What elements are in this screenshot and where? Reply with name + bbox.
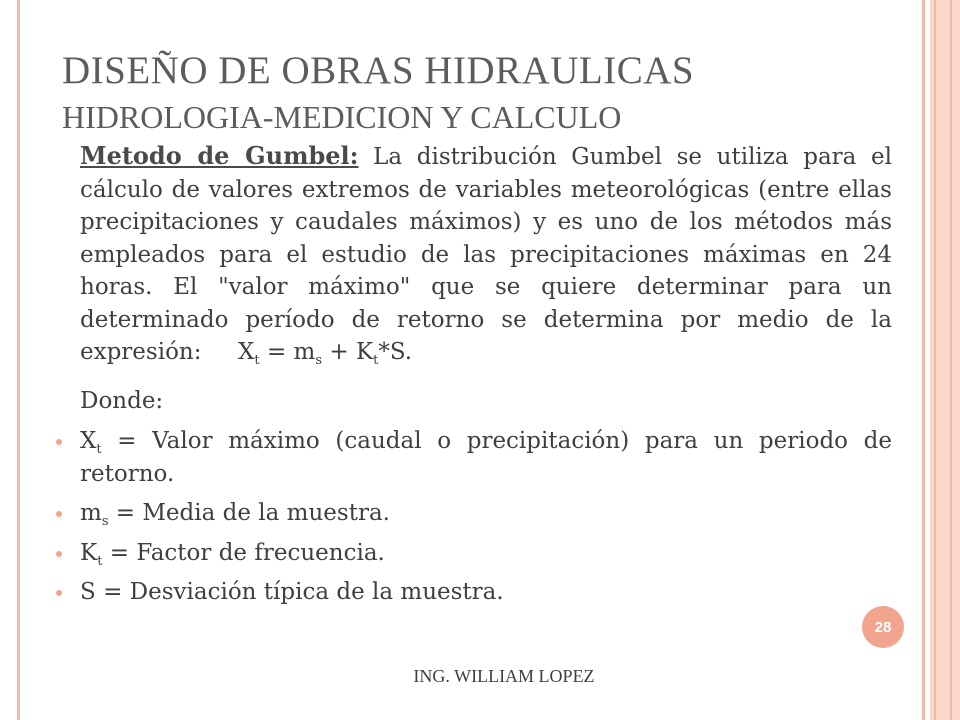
method-paragraph (80, 140, 892, 369)
formula-x: X (238, 339, 255, 365)
slide-footer: ING. WILLIAM LOPEZ (413, 666, 595, 686)
right-frame-line (922, 0, 925, 720)
definition-text: = Valor máximo (caudal o precipitación) para un periodo de retorno. (80, 428, 892, 487)
bullet-icon (56, 511, 62, 517)
donde-label: Donde: (80, 387, 164, 414)
definition-text: = Factor de frecuencia. (109, 539, 385, 566)
definition-symbol-sub: t (97, 553, 103, 569)
bullet-icon (56, 439, 62, 445)
bullet-icon (56, 590, 62, 596)
definition-symbol: S (80, 579, 96, 605)
method-description: La distribución Gumbel se utiliza para el cálculo de valores extremos de variables meteorológicas (entre ellas precipitaciones y caudales máximos) y es uno de los métodos más empleados para el estudio de las precipitaciones máximas en 24 horas. El "valor máximo" que se quiere determinar para un determinado período de retorno se determina por medio de la expresión: (80, 144, 892, 365)
slide-title: DISEÑO DE OBRAS HIDRAULICAS (62, 49, 695, 92)
definition-symbol: X (80, 428, 97, 454)
right-frame-band (930, 0, 960, 720)
definition-item (80, 576, 892, 609)
formula-k-sub: t (373, 353, 379, 368)
definition-symbol: m (80, 500, 102, 526)
definition-symbol-sub: s (101, 514, 109, 529)
formula-x-sub: t (254, 353, 260, 368)
page-number-badge: 28 (862, 606, 904, 648)
formula-k: + K (329, 339, 374, 365)
definition-symbol-sub: t (96, 442, 102, 457)
definitions-list (80, 425, 892, 609)
definition-item (80, 497, 892, 530)
formula-m-sub: s (315, 353, 323, 368)
method-heading: Metodo de Gumbel: (80, 141, 359, 170)
definition-symbol: K (80, 539, 98, 566)
gumbel-formula-rhs (266, 339, 413, 368)
definition-text: = Media de la muestra. (115, 500, 390, 526)
formula-m: = m (266, 339, 316, 365)
left-frame-border (0, 0, 20, 720)
slide-subtitle: HIDROLOGIA-MEDICION Y CALCULO (62, 99, 622, 135)
definition-text: = Desviación típica de la muestra. (103, 579, 504, 605)
formula-s: *S. (378, 339, 413, 365)
definition-item (80, 537, 892, 570)
bullet-icon (56, 551, 62, 557)
gumbel-formula (238, 339, 260, 368)
definition-item (80, 425, 892, 490)
slide-body (80, 140, 892, 616)
